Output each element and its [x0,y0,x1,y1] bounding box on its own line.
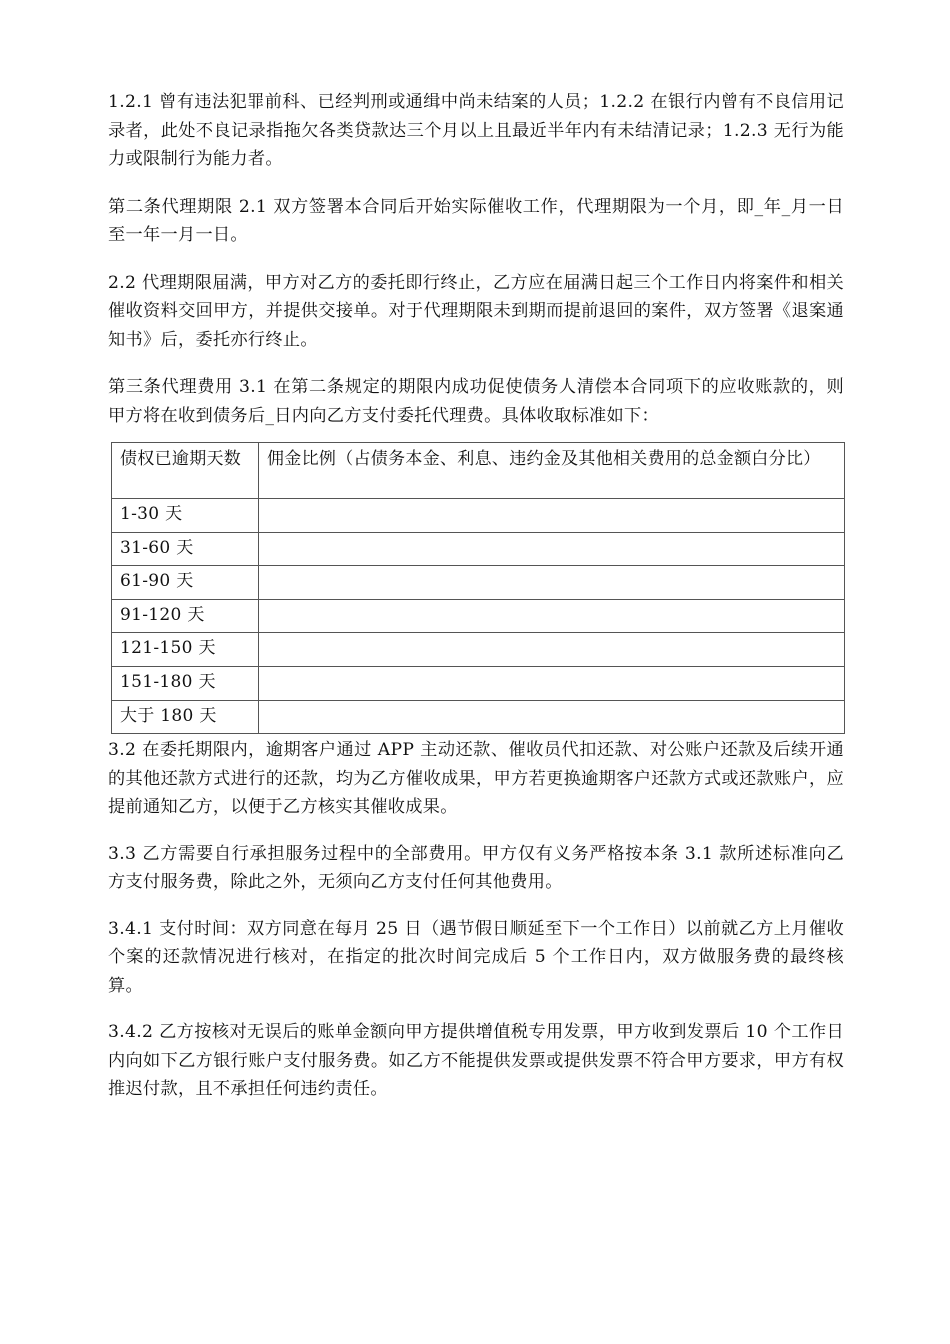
table-header-row [112,443,845,499]
paragraph-article-3-1: 第三条代理费用 3.1 在第二条规定的期限内成功促使债务人清偿本合同项下的应收账款的，则甲方将在收到债务后_日内向乙方支付委托代理费。具体收取标准如下： [108,377,844,426]
overdue-days-cell: 151-180 天 [112,666,259,700]
commission-rate-cell [259,700,845,734]
commission-rate-cell [259,532,845,566]
overdue-days-cell: 91-120 天 [112,599,259,633]
commission-rate-cell [259,633,845,667]
table-row [112,499,845,533]
table-row [112,666,845,700]
commission-rate-cell [259,599,845,633]
table-row [112,599,845,633]
table-row [112,566,845,600]
overdue-days-cell: 61-90 天 [112,566,259,600]
header-commission-rate: 佣金比例（占债务本金、利息、违约金及其他相关费用的总金额白分比） [259,443,845,499]
commission-rate-cell [259,666,845,700]
paragraph-3-4-1: 3.4.1 支付时间：双方同意在每月 25 日（遇节假日顺延至下一个工作日）以前就乙方上月催收个案的还款情况进行核对，在指定的批次时间完成后 5 个工作日内，双方做服务费的最终核算。 [108,918,844,996]
document-page [108,88,844,1104]
commission-rate-table [111,442,845,734]
paragraph-article-2-1: 第二条代理期限 2.1 双方签署本合同后开始实际催收工作，代理期限为一个月，即_年_月一日至一年一月一日。 [108,196,844,245]
header-overdue-days: 债权已逾期天数 [112,443,259,499]
table-row [112,532,845,566]
paragraph-3-2: 3.2 在委托期限内，逾期客户通过 APP 主动还款、催收员代扣还款、对公账户还款及后续开通的其他还款方式进行的还款，均为乙方催收成果，甲方若更换逾期客户还款方式或还款账户，应提前通知乙方，以便于乙方核实其催收成果。 [108,740,844,818]
paragraph-3-3: 3.3 乙方需要自行承担服务过程中的全部费用。甲方仅有义务严格按本条 3.1 款所述标准向乙方支付服务费，除此之外，无须向乙方支付任何其他费用。 [108,843,844,893]
table-row [112,633,845,667]
table-row [112,700,845,734]
paragraph-3-4-2: 3.4.2 乙方按核对无误后的账单金额向甲方提供增值税专用发票，甲方收到发票后 10 个工作日内向如下乙方银行账户支付服务费。如乙方不能提供发票或提供发票不符合甲方要求，甲方有权推迟付款，且不承担任何违约责任。 [108,1022,844,1100]
commission-rate-cell [259,566,845,600]
commission-rate-cell [259,499,845,533]
overdue-days-cell: 31-60 天 [112,532,259,566]
paragraph-1-2: 1.2.1 曾有违法犯罪前科、已经判刑或通缉中尚未结案的人员；1.2.2 在银行内曾有不良信用记录者，此处不良记录指拖欠各类贷款达三个月以上且最近半年内有未结清记录；1.2.3 无行为能力或限制行为能力者。 [108,92,844,169]
overdue-days-cell: 121-150 天 [112,633,259,667]
paragraph-2-2: 2.2 代理期限届满，甲方对乙方的委托即行终止，乙方应在届满日起三个工作日内将案件和相关催收资料交回甲方，并提供交接单。对于代理期限未到期而提前退回的案件，双方签署《退案通知书》后，委托亦行终止。 [108,272,844,350]
overdue-days-cell: 大于 180 天 [112,700,259,734]
overdue-days-cell: 1-30 天 [112,499,259,533]
